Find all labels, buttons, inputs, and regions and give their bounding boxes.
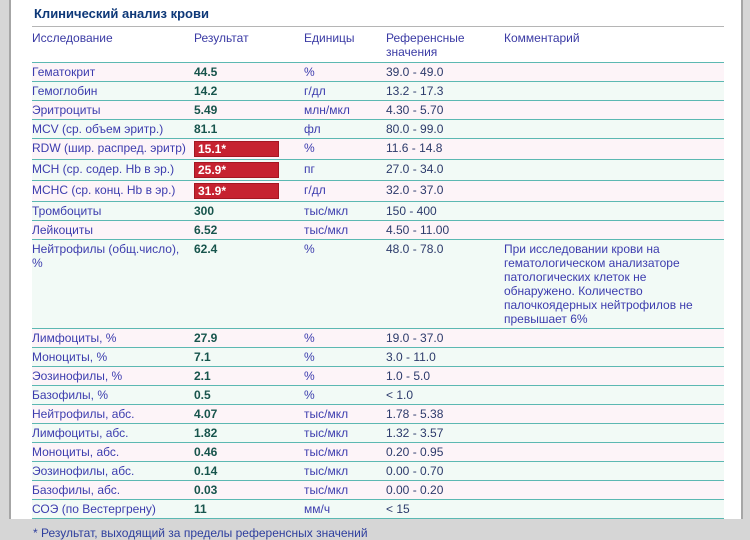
test-name-cell: Лимфоциты, % (32, 329, 194, 348)
test-name-cell: Базофилы, % (32, 386, 194, 405)
result-cell: 0.5 (194, 386, 304, 405)
reference-cell: 48.0 - 78.0 (386, 240, 504, 329)
test-name-cell: MCHC (ср. конц. Hb в эр.) (32, 181, 194, 202)
units-cell: тыс/мкл (304, 202, 386, 221)
table-row (32, 221, 724, 240)
reference-cell: 80.0 - 99.0 (386, 120, 504, 139)
out-of-range-flag: 15.1* (194, 141, 279, 157)
units-cell: тыс/мкл (304, 424, 386, 443)
test-name-cell: Моноциты, % (32, 348, 194, 367)
reference-cell: 0.00 - 0.20 (386, 481, 504, 500)
comment-cell (504, 120, 724, 139)
reference-cell: < 15 (386, 500, 504, 519)
result-cell: 27.9 (194, 329, 304, 348)
table-row (32, 500, 724, 519)
table-row (32, 443, 724, 462)
reference-cell: < 1.0 (386, 386, 504, 405)
reference-cell: 32.0 - 37.0 (386, 181, 504, 202)
column-header-result: Результат (194, 27, 304, 63)
comment-cell (504, 181, 724, 202)
test-name-cell: Гемоглобин (32, 82, 194, 101)
column-header-reference: Референсные значения (386, 27, 504, 63)
comment-cell (504, 443, 724, 462)
comment-cell: При исследовании крови на гематологическом анализаторе патологических клеток не обнаружено. Количество палочкоядерных нейтрофилов не превышает 6% (504, 240, 724, 329)
comment-cell (504, 481, 724, 500)
result-cell: 0.14 (194, 462, 304, 481)
reference-cell: 4.30 - 5.70 (386, 101, 504, 120)
units-cell: % (304, 139, 386, 160)
reference-cell: 1.78 - 5.38 (386, 405, 504, 424)
result-cell: 0.03 (194, 481, 304, 500)
result-cell (194, 160, 304, 181)
reference-cell: 4.50 - 11.00 (386, 221, 504, 240)
test-name-cell: Эритроциты (32, 101, 194, 120)
units-cell: тыс/мкл (304, 462, 386, 481)
test-name-cell: Тромбоциты (32, 202, 194, 221)
comment-cell (504, 101, 724, 120)
reference-cell: 11.6 - 14.8 (386, 139, 504, 160)
result-cell (194, 139, 304, 160)
comment-cell (504, 500, 724, 519)
table-row (32, 424, 724, 443)
units-cell: % (304, 367, 386, 386)
units-cell: % (304, 348, 386, 367)
units-cell: % (304, 386, 386, 405)
reference-cell: 13.2 - 17.3 (386, 82, 504, 101)
test-name-cell: Моноциты, абс. (32, 443, 194, 462)
out-of-range-flag: 25.9* (194, 162, 279, 178)
comment-cell (504, 63, 724, 82)
test-name-cell: Гематокрит (32, 63, 194, 82)
result-cell: 5.49 (194, 101, 304, 120)
test-name-cell: Лейкоциты (32, 221, 194, 240)
table-row (32, 82, 724, 101)
comment-cell (504, 424, 724, 443)
report-page (9, 0, 743, 540)
reference-cell: 0.20 - 0.95 (386, 443, 504, 462)
comment-cell (504, 202, 724, 221)
table-row (32, 386, 724, 405)
units-cell: фл (304, 120, 386, 139)
result-cell: 1.82 (194, 424, 304, 443)
table-row (32, 139, 724, 160)
table-row (32, 405, 724, 424)
reference-cell: 150 - 400 (386, 202, 504, 221)
table-row (32, 462, 724, 481)
reference-cell: 3.0 - 11.0 (386, 348, 504, 367)
comment-cell (504, 386, 724, 405)
result-cell: 44.5 (194, 63, 304, 82)
table-row (32, 481, 724, 500)
units-cell: мм/ч (304, 500, 386, 519)
test-name-cell: RDW (шир. распред. эритр) (32, 139, 194, 160)
comment-cell (504, 139, 724, 160)
test-name-cell: Эозинофилы, абс. (32, 462, 194, 481)
result-cell: 14.2 (194, 82, 304, 101)
result-cell: 6.52 (194, 221, 304, 240)
test-name-cell: MCH (ср. содер. Hb в эр.) (32, 160, 194, 181)
reference-cell: 0.00 - 0.70 (386, 462, 504, 481)
comment-cell (504, 367, 724, 386)
result-cell: 81.1 (194, 120, 304, 139)
table-row (32, 348, 724, 367)
test-name-cell: Нейтрофилы (общ.число), % (32, 240, 194, 329)
result-cell: 0.46 (194, 443, 304, 462)
result-cell (194, 181, 304, 202)
table-row (32, 240, 724, 329)
lab-results-table (32, 26, 724, 519)
result-cell: 300 (194, 202, 304, 221)
test-name-cell: СОЭ (по Вестергрену) (32, 500, 194, 519)
units-cell: тыс/мкл (304, 405, 386, 424)
units-cell: г/дл (304, 82, 386, 101)
units-cell: % (304, 240, 386, 329)
reference-cell: 1.32 - 3.57 (386, 424, 504, 443)
comment-cell (504, 82, 724, 101)
table-row (32, 202, 724, 221)
comment-cell (504, 221, 724, 240)
table-row (32, 120, 724, 139)
table-row (32, 101, 724, 120)
test-name-cell: Нейтрофилы, абс. (32, 405, 194, 424)
comment-cell (504, 329, 724, 348)
comment-cell (504, 405, 724, 424)
test-name-cell: Лимфоциты, абс. (32, 424, 194, 443)
out-of-range-flag: 31.9* (194, 183, 279, 199)
test-name-cell: Базофилы, абс. (32, 481, 194, 500)
comment-cell (504, 348, 724, 367)
result-cell: 11 (194, 500, 304, 519)
reference-cell: 39.0 - 49.0 (386, 63, 504, 82)
page-title: Клинический анализ крови (34, 6, 209, 21)
table-row (32, 63, 724, 82)
units-cell: тыс/мкл (304, 443, 386, 462)
units-cell: млн/мкл (304, 101, 386, 120)
result-cell: 62.4 (194, 240, 304, 329)
table-row (32, 160, 724, 181)
result-cell: 2.1 (194, 367, 304, 386)
units-cell: г/дл (304, 181, 386, 202)
out-of-range-footnote: * Результат, выходящий за пределы референсных значений (33, 526, 368, 540)
column-header-units: Единицы (304, 27, 386, 63)
units-cell: % (304, 329, 386, 348)
comment-cell (504, 160, 724, 181)
table-header-row (32, 27, 724, 63)
units-cell: % (304, 63, 386, 82)
result-cell: 4.07 (194, 405, 304, 424)
reference-cell: 19.0 - 37.0 (386, 329, 504, 348)
units-cell: пг (304, 160, 386, 181)
column-header-test: Исследование (32, 27, 194, 63)
comment-cell (504, 462, 724, 481)
units-cell: тыс/мкл (304, 221, 386, 240)
table-row (32, 367, 724, 386)
test-name-cell: Эозинофилы, % (32, 367, 194, 386)
column-header-comment: Комментарий (504, 27, 724, 63)
units-cell: тыс/мкл (304, 481, 386, 500)
reference-cell: 1.0 - 5.0 (386, 367, 504, 386)
table-row (32, 329, 724, 348)
test-name-cell: MCV (ср. объем эритр.) (32, 120, 194, 139)
table-row (32, 181, 724, 202)
result-cell: 7.1 (194, 348, 304, 367)
reference-cell: 27.0 - 34.0 (386, 160, 504, 181)
